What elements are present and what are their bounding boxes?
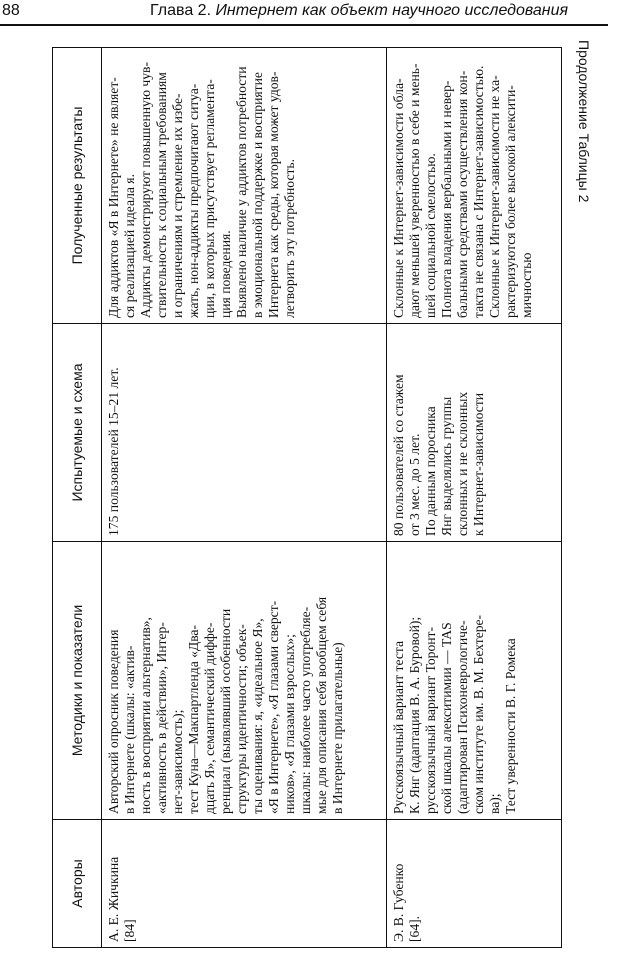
text-line: ты оценивания: я, «идеальное Я», xyxy=(250,618,266,814)
text-line: 175 пользователей 15–21 лет. xyxy=(106,367,121,536)
text-line: мичностью xyxy=(519,252,535,318)
cell-author xyxy=(386,820,561,948)
text-line: в Интернете прилагательные) xyxy=(330,642,346,814)
text-line: ва); xyxy=(487,793,503,814)
cell-methods xyxy=(102,542,387,820)
page-number: 88 xyxy=(2,2,20,19)
text-line: шкалы: наиболее часто употребляе- xyxy=(298,606,314,814)
text-line: ция поведения. xyxy=(218,230,234,318)
text-line: А. Е. Жичкина xyxy=(106,856,121,942)
text-line: [64]. xyxy=(406,915,422,942)
results-table xyxy=(52,47,562,948)
table-row xyxy=(102,48,387,948)
text-line: «Я в Интернете», «Я глазами сверст- xyxy=(266,600,282,814)
text-line: ников», «Я глазами взрослых»; xyxy=(282,634,298,814)
text-line: Выявлено наличие у аддиктов потребности xyxy=(234,66,250,318)
text-line: ствительность к социальным требованиям xyxy=(154,72,170,318)
text-line: Склонные к Интернет-зависимости обла- xyxy=(390,78,406,318)
header-authors: Авторы xyxy=(53,820,102,948)
header-results: Полученные результаты xyxy=(53,48,102,324)
text-line: мые для описания себя вообщем себя xyxy=(314,596,330,814)
cell-subjects xyxy=(386,324,561,542)
rotated-table-wrapper xyxy=(52,48,562,948)
text-line: склонных и не склонных xyxy=(455,391,471,536)
text-line: «активность в действии», Интер- xyxy=(154,622,170,814)
cell-results xyxy=(102,48,387,324)
text-line: Э. В. Губенко xyxy=(390,863,406,942)
text-line: шей социальной смелостью. xyxy=(422,153,438,318)
text-line: ции, в которых присутствует регламента- xyxy=(202,79,218,318)
text-line: ренциал (выявлявший особенности xyxy=(218,608,234,814)
table-header-row xyxy=(53,48,102,948)
text-line: дцать Я», семантический диффе- xyxy=(202,622,218,814)
text-line: По данным поросника xyxy=(422,406,438,536)
text-line: ском институте им. В. М. Бехтере- xyxy=(471,614,487,814)
text-line: [84] xyxy=(122,919,138,942)
header-rule xyxy=(0,24,608,26)
text-line: Русскоязычный вариант теста xyxy=(390,640,406,814)
text-line: и ограничениям и стремление их избе- xyxy=(170,93,186,318)
text-line: от 3 мес. до 5 лет. xyxy=(406,433,422,536)
chapter-title: Интернет как объект научного исследования xyxy=(215,2,569,19)
cell-subjects xyxy=(102,324,387,542)
text-line: (адаптирован Психоневрологиче- xyxy=(455,620,471,814)
text-line: К. Янг (адаптация В. А. Буровой); xyxy=(406,616,422,814)
text-line: летворить эту потребность. xyxy=(282,158,298,318)
table-row xyxy=(386,48,561,948)
text-line: Для аддиктов «Я в Интернете» не являет- xyxy=(106,77,121,318)
table-body xyxy=(102,48,562,948)
text-line: ской шкалы алекситимии — TAS xyxy=(439,622,455,814)
header-subjects: Испытуемые и схема xyxy=(53,324,102,542)
text-line: бальными средствами осуществления кон- xyxy=(455,70,471,318)
text-line: к Интернет-зависимости xyxy=(471,392,487,536)
text-line: в Интернете (шкалы: «актив- xyxy=(122,645,138,814)
text-line: такта не связана с Интернет-зависимостью. xyxy=(471,65,487,318)
text-line: рактеризуются более высокой алексити- xyxy=(503,85,519,318)
text-line: русскоязычный вариант Торонт- xyxy=(422,626,438,814)
text-line: 80 пользователей со стажем xyxy=(390,374,406,536)
text-line: тест Куна—Макпартленда «Два- xyxy=(186,625,202,814)
text-line: ся реализацией идеала я. xyxy=(122,174,138,318)
chapter-label: Глава 2. xyxy=(150,2,212,19)
text-line: Полнота владения вербальными и невер- xyxy=(439,80,455,318)
header-methods: Методики и показатели xyxy=(53,542,102,820)
text-line: Тест уверенности В. Г. Ромека xyxy=(503,638,519,814)
text-line: структуры идентичности; объек- xyxy=(234,624,250,814)
cell-author xyxy=(102,820,387,948)
text-line: в эмоциональной поддержке и восприятие xyxy=(250,72,266,318)
text-line: Аддикты демонстрируют повышенную чув- xyxy=(138,62,154,318)
text-line: жать, нон-аддикты предпочитают ситуа- xyxy=(186,83,202,318)
cell-methods xyxy=(386,542,561,820)
text-line: нет-зависимость); xyxy=(170,709,186,814)
text-line: Интернета как среды, которая может удов- xyxy=(266,71,282,318)
table-continuation-label: Продолжение Таблицы 2 xyxy=(576,40,592,203)
text-line: дают меньшей уверенностью в себе и мень- xyxy=(406,63,422,318)
text-line: ность в восприятии альтернатив», xyxy=(138,617,154,814)
text-line: Склонные к Интернет-зависимости не ха- xyxy=(487,75,503,318)
text-line: Авторский опросник поведения xyxy=(106,629,121,814)
cell-results xyxy=(386,48,561,324)
text-line: Янг выделялись группы xyxy=(439,396,455,536)
running-header xyxy=(150,2,568,20)
